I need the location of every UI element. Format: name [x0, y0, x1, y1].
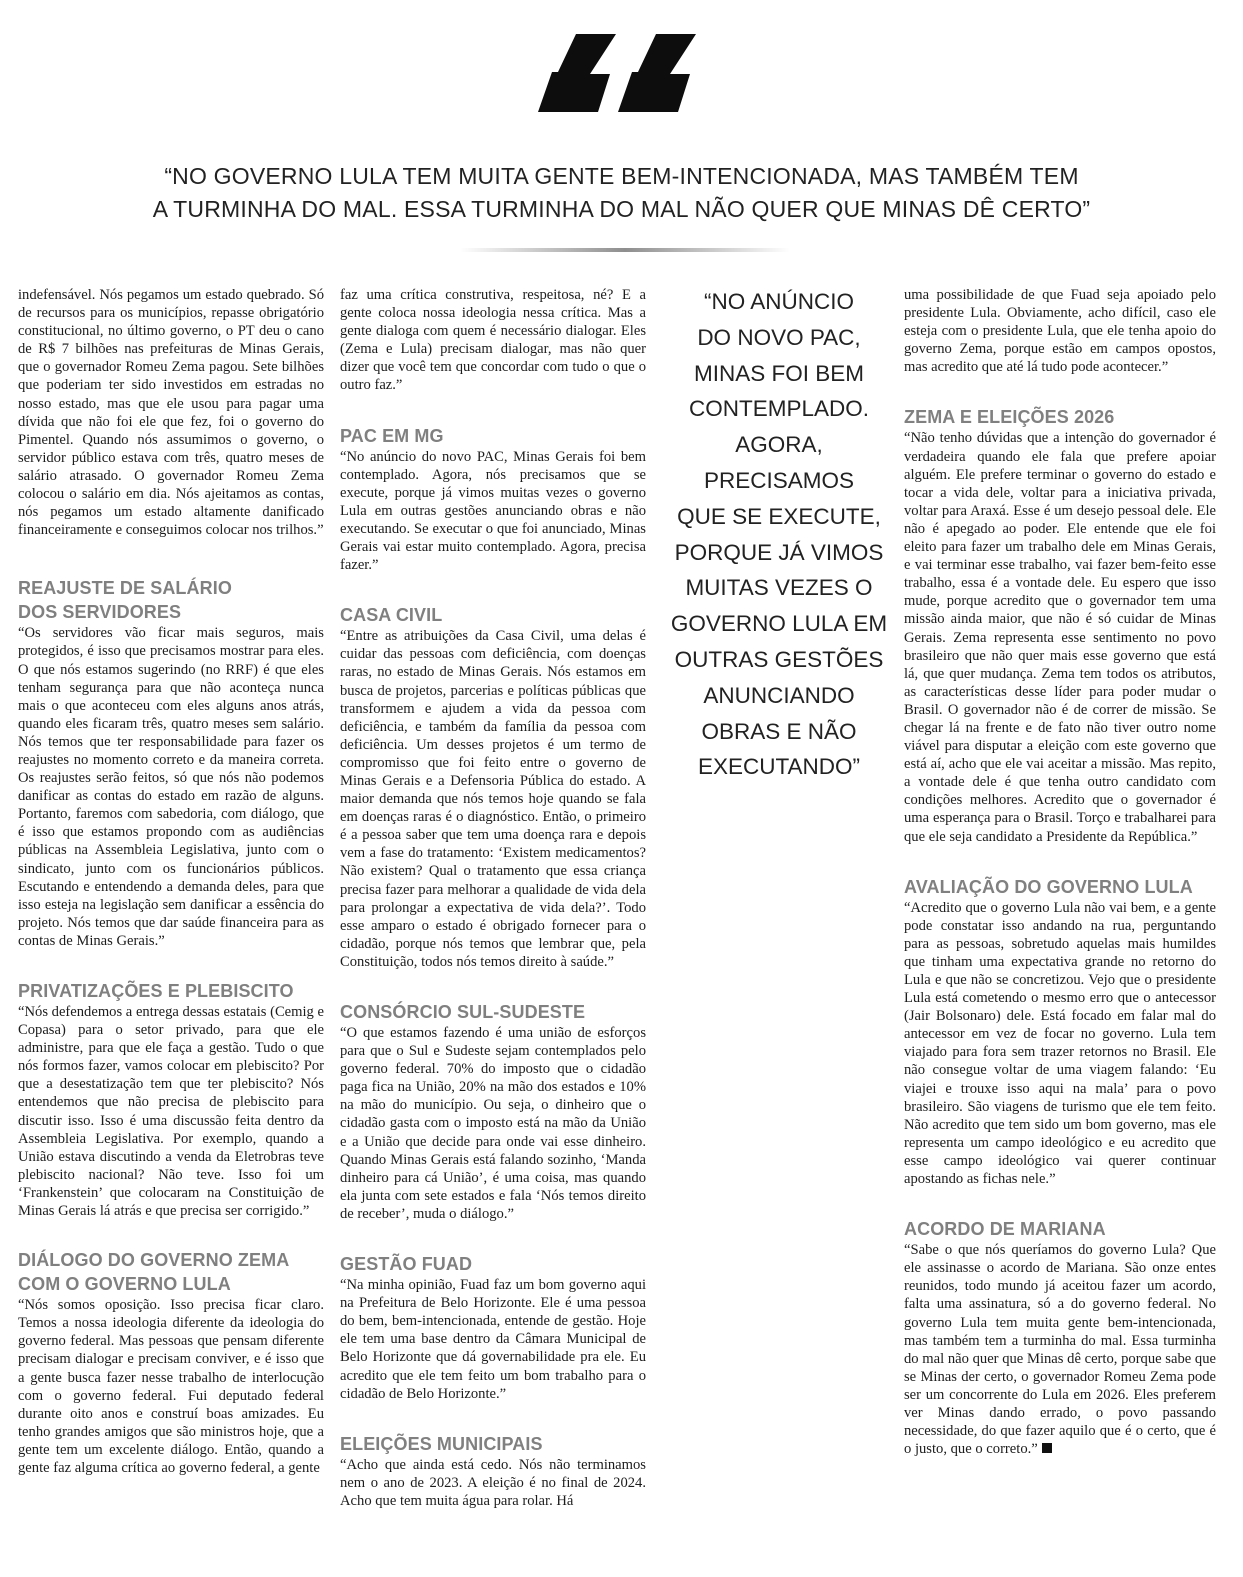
pull-quote-top-line: “NO GOVERNO LULA TEM MUITA GENTE BEM-INTENCIONADA, MAS TAMBÉM TEM: [164, 163, 1079, 189]
pull-quote-line: DO NOVO PAC,: [697, 324, 861, 350]
end-mark-icon: [1042, 1443, 1052, 1453]
section-paragraph: “Acho que ainda está cedo. Nós não terminamos nem o ano de 2023. A eleição é no final de 2024. Acho que tem muita água para rolar. Há: [340, 1456, 646, 1509]
pull-quote-top-line: A TURMINHA DO MAL. ESSA TURMINHA DO MAL NÃO QUER QUE MINAS DÊ CERTO”: [152, 196, 1091, 222]
pull-quote-line: “NO ANÚNCIO: [703, 289, 854, 314]
section-heading: [18, 576, 324, 624]
section-heading: PAC EM MG: [340, 425, 444, 446]
intro-paragraph: uma possibilidade de que Fuad seja apoiado pelo presidente Lula. Obviamente, acho difícil, caso ele esteja com o presidente Lula, que ele tenha apoio do governo Zema, porque estão em campos opostos, mas acredito que até lá tudo pode acontecer.”: [904, 287, 1216, 376]
heading-line: COM O GOVERNO LULA: [18, 1274, 231, 1295]
column-2: [340, 286, 646, 1510]
section-heading: GESTÃO FUAD: [340, 1254, 473, 1275]
section-heading: AVALIAÇÃO DO GOVERNO LULA: [904, 876, 1193, 897]
pull-quote-line: PORQUE JÁ VIMOS: [674, 539, 884, 565]
section-paragraph: “O que estamos fazendo é uma união de esforços para que o Sul e Sudeste sejam contemplados pelo governo federal. 70% do imposto que o cidadão paga fica na União, 20% na mão dos estados e 10% na mão do município. Ou seja, o dinheiro que o cidadão gasta com o imposto está na mão da União e a União que decide para onde vai esse dinheiro. Quando Minas Gerais está falando sozinho, ‘Manda dinheiro para cá União’, é uma coisa, mas quando ela junta com sete estados e fala ‘Nós temos direito de receber’, muda o diálogo.”: [340, 1025, 646, 1222]
section-paragraph: “Entre as atribuições da Casa Civil, uma delas é cuidar das pessoas com deficiência, com doenças raras, no estado de Minas Gerais. Nós estamos em busca de projetos, parcerias e políticas públicas que transformem e ajudem a vida da pessoa com deficiência, e também da família da pessoa com deficiência. Um desses projetos é um termo de compromisso que foi feito entre o governo de Minas Gerais e a Defensoria Pública do estado. A maior demanda que nós temos hoje quando se fala em doenças raras é o diagnóstico. Então, o primeiro é a pessoa saber que tem uma doença rara e depois vem a fase do tratamento: ‘Existem medicamentos? Não existem? Qual o tratamento que essa criança precisa fazer para melhorar a qualidade de vida dela para prolongar a expectativa de vida dela?’. Todo esse amparo o estado é obrigado fornecer para o cidadão, porque nós temos que lembrar que, pela Constituição, todos nós temos direito à saúde.”: [340, 628, 646, 970]
section-heading: ELEIÇÕES MUNICIPAIS: [340, 1433, 543, 1454]
pull-quote-line: AGORA,: [735, 432, 823, 458]
pull-quote-top: [150, 160, 1093, 226]
section-paragraph: “Sabe o que nós queríamos do governo Lula? Que ele assinasse o acordo de Mariana. São onze entes reunidos, todo mundo já aceitou fazer um acordo, falta uma assinatura, só a do governo federal. No governo Lula tem muita gente bem-intencionada, mas também tem a turminha do mal. Essa turminha do mal não quer que Minas dê certo, porque sabe que se Minas der certo, o governador Romeu Zema pode ser um concorrente do Lula em 2026. Eles preferem ver Minas dando errado, o povo passando necessidade, do que fazer aquilo que é o certo, que é o justo, que o correto.”: [904, 1242, 1216, 1458]
section-paragraph: “Nós somos oposição. Isso precisa ficar claro. Temos a nossa ideologia diferente da ideologia do governo federal. Mas pessoas que pensam diferente precisam dialogar e precisam conviver, e é isso que a gente busca fazer nesse trabalho de interlocução com o governo federal. Fui deputado federal durante oito anos e construí boas amizades. Eu tenho grandes amigos que são ministros hoje, que a gente tem um excelente diálogo. Então, quando a gente faz alguma crítica ao governo federal, a gente: [18, 1297, 324, 1476]
section-heading: PRIVATIZAÇÕES E PLEBISCITO: [18, 981, 294, 1001]
section-heading: [18, 1248, 324, 1296]
pull-quote-line: MUITAS VEZES O: [685, 575, 873, 601]
pull-quote-line: CONTEMPLADO.: [688, 396, 870, 422]
section-heading: CASA CIVIL: [340, 605, 443, 626]
column-1: [18, 286, 324, 1477]
divider-rule: [460, 248, 790, 252]
quotation-mark-icon: [538, 34, 698, 112]
section-heading: CONSÓRCIO SUL-SUDESTE: [340, 1002, 586, 1022]
pull-quote-middle: [668, 284, 890, 785]
section-paragraph: “Na minha opinião, Fuad faz um bom governo aqui na Prefeitura de Belo Horizonte. Ele é uma pessoa do bem, bem-intencionada, entende de gestão. Hoje ele tem uma base dentro da Câmara Municipal de Belo Horizonte que dá governabilidade pra ele. Eu acredito que ele tem feito um bom trabalho para o cidadão de Belo Horizonte.”: [340, 1277, 646, 1402]
pull-quote-line: OUTRAS GESTÕES: [674, 646, 884, 672]
heading-line: DIÁLOGO DO GOVERNO ZEMA: [18, 1250, 290, 1271]
pull-quote-line: QUE SE EXECUTE,: [677, 503, 881, 529]
heading-line: DOS SERVIDORES: [18, 602, 182, 623]
pull-quote-line: EXECUTANDO”: [697, 754, 861, 780]
final-paragraph: [904, 1241, 1216, 1458]
pull-quote-line: MINAS FOI BEM: [693, 360, 864, 386]
pull-quote-line: GOVERNO LULA EM: [670, 611, 888, 637]
pull-quote-line: PRECISAMOS: [703, 467, 855, 493]
heading-line: REAJUSTE DE SALÁRIO: [18, 578, 232, 599]
intro-paragraph: faz uma crítica construtiva, respeitosa, né? E a gente coloca nossa ideologia nessa crítica. Mas a gente dialoga com quem é necessário dialogar. Eles (Zema e Lula) precisam dialogar, mas não quer dizer que você tem que concordar com tudo o que o outro faz.”: [340, 287, 646, 394]
section-heading: ACORDO DE MARIANA: [904, 1219, 1106, 1240]
column-4: [904, 286, 1216, 1458]
section-paragraph: “Os servidores vão ficar mais seguros, mais protegidos, é isso que precisamos mostrar para eles. O que nós estamos sugerindo (no RRF) é que eles tenham segurança para que não aconteça nunca mais o que aconteceu com eles alguns anos atrás, quando eles ficaram três, quatro meses sem salário. Nós temos que ter responsabilidade para fazer os reajustes no momento correto e da maneira correta. Os reajustes serão feitos, só que nós não podemos danificar as contas do estado em razão de alguns. Portanto, faremos com sabedoria, com diálogo, que é isso que estamos propondo com as audiências públicas na Assembleia Legislativa, junto com o sindicato, junto com os funcionários públicos. Escutando e entendendo a demanda deles, para que isso esteja na legislação sem danificar a essência do projeto. Nós temos que dar saúde financeira para as contas de Minas Gerais.”: [18, 625, 324, 949]
section-heading: ZEMA E ELEIÇÕES 2026: [904, 407, 1115, 428]
section-paragraph: “Não tenho dúvidas que a intenção do governador é verdadeira quando ele fala que prefere apoiar alguém. Ele prefere terminar o governo do estado e tocar a vida dele, voltar para a iniciativa privada, voltar para Araxá. Esse é um desejo pessoal dele. Ele não é apegado ao poder. Ele entende que ele foi eleito para fazer um trabalho dele em Minas Gerais, e vai terminar esse trabalho, vai fazer bem-feito esse trabalho, essa é a vontade dele. Eu espero que isso mude, porque acredito que o governador tem uma missão ainda maior, que não é só cuidar de Minas Gerais. Zema representa esse sentimento no povo brasileiro que não quer mais esse governo que está lá, que quer mudança. Zema tem todos os atributos, as características desse líder para poder mudar o Brasil. O governador não é de correr de missão. Se chegar lá na frente e de fato não tiver outro nome viável para disputar a eleição com este governo que está aí, acho que ele vai aceitar a missão. Mas repito, a vontade dele é que tenha outro candidato com condições melhores. Acredito que o governador é uma esperança para o Brasil. Torço e trabalharei para que ele seja candidato a Presidente da República.”: [904, 430, 1216, 845]
section-paragraph: “No anúncio do novo PAC, Minas Gerais foi bem contemplado. Agora, nós precisamos que se execute, porque já vimos muitas vezes o governo Lula em outras gestões anunciando obras e não executando. Se executar o que foi anunciado, Minas Gerais vai estar muito contemplado. Agora, precisa fazer.”: [340, 448, 646, 574]
pull-quote-line: OBRAS E NÃO: [701, 718, 857, 744]
pull-quote-line: ANUNCIANDO: [703, 682, 855, 708]
intro-paragraph: indefensável. Nós pegamos um estado quebrado. Só de recursos para os municípios, repasse obrigatório constitucional, no último governo, o PT deu o cano de R$ 7 bilhões nas prefeituras de Minas Gerais, que o governador Romeu Zema pagou. Sete bilhões que poderiam ter sido investidos em estradas no nosso estado, mas que ele usou para pagar uma dívida que não foi ele que fez, foi o governo do Pimentel. Quando nós assumimos o governo, o servidor público estava com três, quatro meses de salário atrasado. O governador Romeu Zema colocou o salário em dia. Nós ajeitamos as contas, nós pegamos um estado altamente danificado financeiramente e conseguimos colocar nos trilhos.”: [18, 287, 324, 539]
section-paragraph: “Acredito que o governo Lula não vai bem, e a gente pode constatar isso andando na rua, perguntando para as pessoas, sobretudo aquelas mais humildes que tinham uma expectativa grande no retorno do Lula e que não se concretizou. Vejo que o presidente Lula está cometendo o mesmo erro que o antecessor (Jair Bolsonaro) dele. Está focado em falar mal do antecessor em vez de focar no governo. Lula tem viajado para fora sem trazer retornos no Brasil. Ele não consegue voltar de uma viagem falando: ‘Eu viajei e trouxe isso aqui na mala’ para o povo brasileiro. São viagens de turismo que ele tem feito. Não acredito que tem sido um bom governo, mas ele representa um campo ideológico e eu acredito que esse campo ideológico vai querer continuar apostando as fichas nele.”: [904, 899, 1216, 1188]
section-paragraph: “Nós defendemos a entrega dessas estatais (Cemig e Copasa) para o setor privado, para que ele administre, para que ele faça a gestão. Tudo o que nós formos fazer, vamos colocar em plebiscito? Por que a desestatização tem que ter plebiscito? Nós entendemos que não precisa de plebiscito para discutir isso. Isso é uma discussão feita dentro da Assembleia Legislativa. Por exemplo, quando a União estava discutindo a venda da Eletrobras teve plebiscito nacional? Não teve. Isso foi um ‘Frankenstein’ que colocaram na Constituição de Minas Gerais lá atrás e que precisa ser corrigido.”: [18, 1004, 324, 1220]
